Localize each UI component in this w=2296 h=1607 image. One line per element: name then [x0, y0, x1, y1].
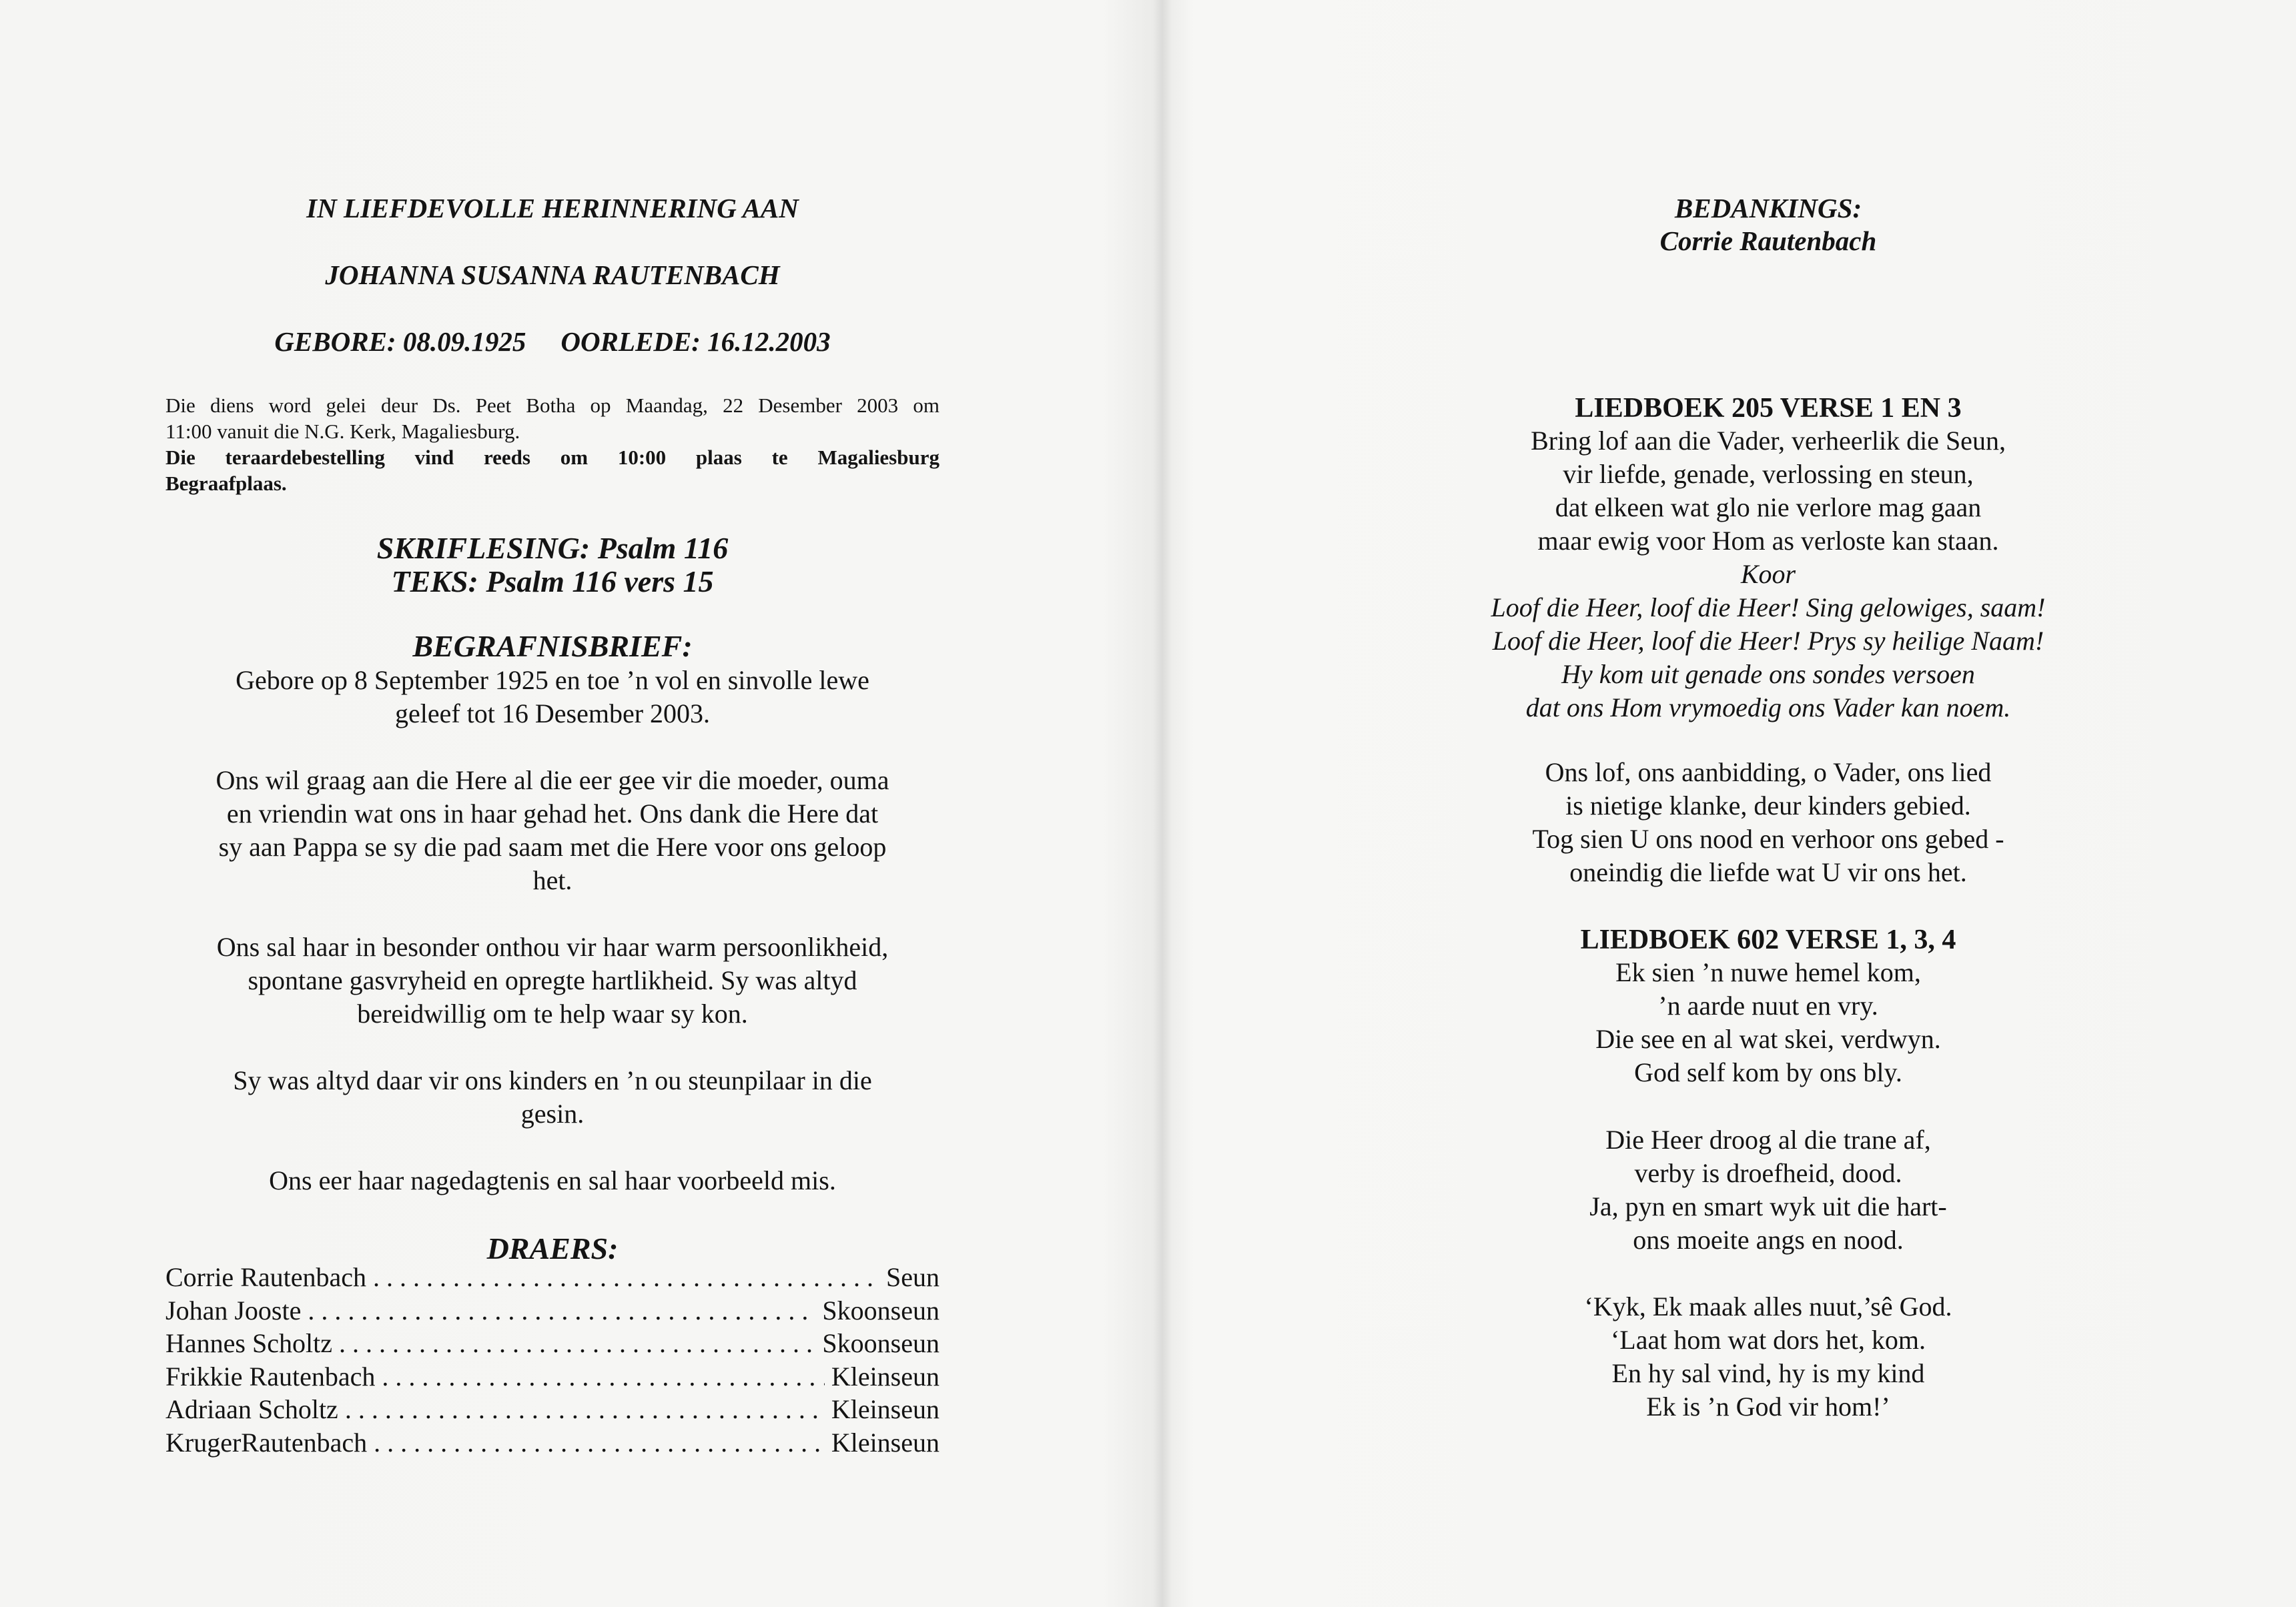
hymn-205-verse-3 — [1395, 756, 2142, 889]
chorus-line: Hy kom uit genade ons sondes versoen — [1561, 659, 1975, 689]
hymn-line: maar ewig voor Hom as verloste kan staan. — [1537, 526, 1999, 556]
deceased-name: JOHANNA SUSANNA RAUTENBACH — [325, 259, 780, 290]
hymn-line: dat elkeen wat glo nie verlore mag gaan — [1555, 492, 1982, 522]
pallbearer-row — [165, 1327, 939, 1360]
leader-dots — [374, 1426, 825, 1460]
hymn-line: Ek is ’n God vir hom!’ — [1646, 1392, 1890, 1422]
page-fold — [1153, 0, 1172, 1607]
chorus-label: Koor — [1740, 559, 1796, 589]
pallbearer-name: Frikkie Rautenbach — [165, 1361, 376, 1392]
hymn-line: En hy sal vind, hy is my kind — [1611, 1358, 1925, 1388]
letter-line: sy aan Pappa se sy die pad saam met die Here voor ons geloop — [218, 832, 887, 862]
thanks-heading: BEDANKINGS: — [1674, 193, 1862, 223]
pallbearers-heading: DRAERS: — [486, 1231, 619, 1265]
burial-line: Begraafplaas. — [165, 472, 287, 495]
hymn-line: Ek sien ’n nuwe hemel kom, — [1615, 957, 1921, 987]
letter-line: Ons sal haar in besonder onthou vir haar warm persoonlikheid, — [216, 932, 889, 962]
pallbearer-row — [165, 1393, 939, 1426]
leader-dots — [373, 1261, 879, 1294]
hymn-602-title: LIEDBOEK 602 VERSE 1, 3, 4 — [1580, 925, 1956, 955]
hymn-line: is nietige klanke, deur kinders gebied. — [1565, 790, 1971, 821]
letter-line: spontane gasvryheid en opregte hartlikheid. Sy was altyd — [248, 965, 857, 995]
hymn-line: Die see en al wat skei, verdwyn. — [1595, 1024, 1941, 1054]
hymn-line: verby is droefheid, dood. — [1634, 1158, 1902, 1188]
letter-line: gesin. — [520, 1099, 585, 1129]
pallbearer-row — [165, 1426, 939, 1460]
chorus-line: Loof die Heer, loof die Heer! Sing gelowiges, saam! — [1491, 592, 2046, 622]
hymn-line: Die Heer droog al die trane af, — [1605, 1125, 1931, 1155]
hymn-line: ‘Laat hom wat dors het, kom. — [1610, 1325, 1926, 1355]
memorial-title: IN LIEFDEVOLLE HERINNERING AAN — [306, 193, 799, 223]
pallbearer-relation: Skoonseun — [822, 1328, 939, 1358]
pallbearer-row — [165, 1360, 939, 1394]
burial-line: Die teraardebestelling vind reeds om 10:00 plaas te Magaliesburg — [165, 446, 939, 469]
hymn-line: God self kom by ons bly. — [1634, 1057, 1902, 1087]
hymn-line: vir liefde, genade, verlossing en steun, — [1563, 459, 1974, 489]
hymn-205-verse-1 — [1395, 424, 2142, 558]
birth-date: GEBORE: 08.09.1925 — [274, 326, 526, 357]
pallbearer-relation: Seun — [886, 1262, 939, 1292]
letter-line: Sy was altyd daar vir ons kinders en ’n ou steunpilaar in die — [233, 1065, 872, 1095]
service-line: Die diens word gelei deur Ds. Peet Botha op Maandag, 22 Desember 2003 om — [165, 394, 939, 417]
hymn-line: Bring lof aan die Vader, verheerlik die Seun, — [1531, 426, 2006, 456]
pallbearer-relation: Kleinseun — [831, 1427, 939, 1458]
leader-dots — [339, 1327, 815, 1360]
pallbearer-relation: Kleinseun — [831, 1394, 939, 1424]
hymn-line: ’n aarde nuut en vry. — [1658, 991, 1878, 1021]
scripture-reading: SKRIFLESING: Psalm 116 — [376, 531, 729, 565]
thanks-name: Corrie Rautenbach — [1659, 225, 1877, 256]
letter-paragraph-5 — [165, 1164, 939, 1197]
hymn-line: Ja, pyn en smart wyk uit die hart- — [1589, 1191, 1947, 1221]
hymn-line: oneindig die liefde wat U vir ons het. — [1569, 857, 1967, 887]
pallbearer-name: Hannes Scholtz — [165, 1328, 332, 1358]
dates-row — [165, 326, 939, 358]
pallbearer-name: KrugerRautenbach — [165, 1427, 368, 1458]
letter-paragraph-1 — [165, 664, 939, 730]
funeral-letter-heading: BEGRAFNISBRIEF: — [412, 629, 693, 663]
letter-line: geleef tot 16 Desember 2003. — [394, 698, 711, 728]
hymn-602-verse-3 — [1395, 1123, 2142, 1257]
leader-dots — [345, 1393, 825, 1426]
letter-line: Gebore op 8 September 1925 en toe ’n vol en sinvolle lewe — [236, 665, 869, 695]
death-date: OORLEDE: 16.12.2003 — [560, 326, 831, 357]
chorus — [1395, 558, 2142, 724]
hymn-line: Ons lof, ons aanbidding, o Vader, ons lied — [1545, 757, 1992, 787]
pallbearer-name: Corrie Rautenbach — [165, 1262, 366, 1292]
pallbearers-list — [165, 1261, 939, 1459]
letter-paragraph-2 — [165, 764, 939, 897]
hymn-line: ons moeite angs en nood. — [1633, 1225, 1904, 1255]
chorus-line: Loof die Heer, loof die Heer! Prys sy heilige Naam! — [1492, 626, 2044, 656]
service-info — [165, 392, 939, 496]
pallbearer-name: Adriaan Scholtz — [165, 1394, 338, 1424]
hymn-line: ‘Kyk, Ek maak alles nuut,’sê God. — [1584, 1291, 1952, 1321]
pallbearer-row — [165, 1294, 939, 1327]
letter-line: en vriendin wat ons in haar gehad het. Ons dank die Here dat — [226, 798, 879, 829]
pallbearer-name: Johan Jooste — [165, 1295, 302, 1325]
leader-dots — [308, 1294, 815, 1327]
letter-line: het. — [532, 865, 572, 895]
letter-paragraph-4 — [165, 1064, 939, 1131]
hymn-205-title: LIEDBOEK 205 VERSE 1 EN 3 — [1575, 393, 1962, 424]
letter-line: bereidwillig om te help waar sy kon. — [357, 999, 748, 1029]
pallbearer-relation: Kleinseun — [831, 1361, 939, 1392]
letter-line: Ons wil graag aan die Here al die eer gee vir die moeder, ouma — [216, 765, 889, 795]
leader-dots — [382, 1360, 824, 1394]
text-reference: TEKS: Psalm 116 vers 15 — [391, 564, 714, 598]
hymn-602-verse-4 — [1395, 1290, 2142, 1424]
service-line: 11:00 vanuit die N.G. Kerk, Magaliesburg. — [165, 420, 520, 443]
hymn-602-verse-1 — [1395, 956, 2142, 1089]
hymn-line: Tog sien U ons nood en verhoor ons gebed - — [1532, 824, 2004, 854]
pallbearer-relation: Skoonseun — [822, 1295, 939, 1325]
chorus-line: dat ons Hom vrymoedig ons Vader kan noem. — [1525, 692, 2011, 722]
letter-paragraph-3 — [165, 931, 939, 1031]
pallbearer-row — [165, 1261, 939, 1294]
letter-line: Ons eer haar nagedagtenis en sal haar voorbeeld mis. — [269, 1165, 836, 1195]
